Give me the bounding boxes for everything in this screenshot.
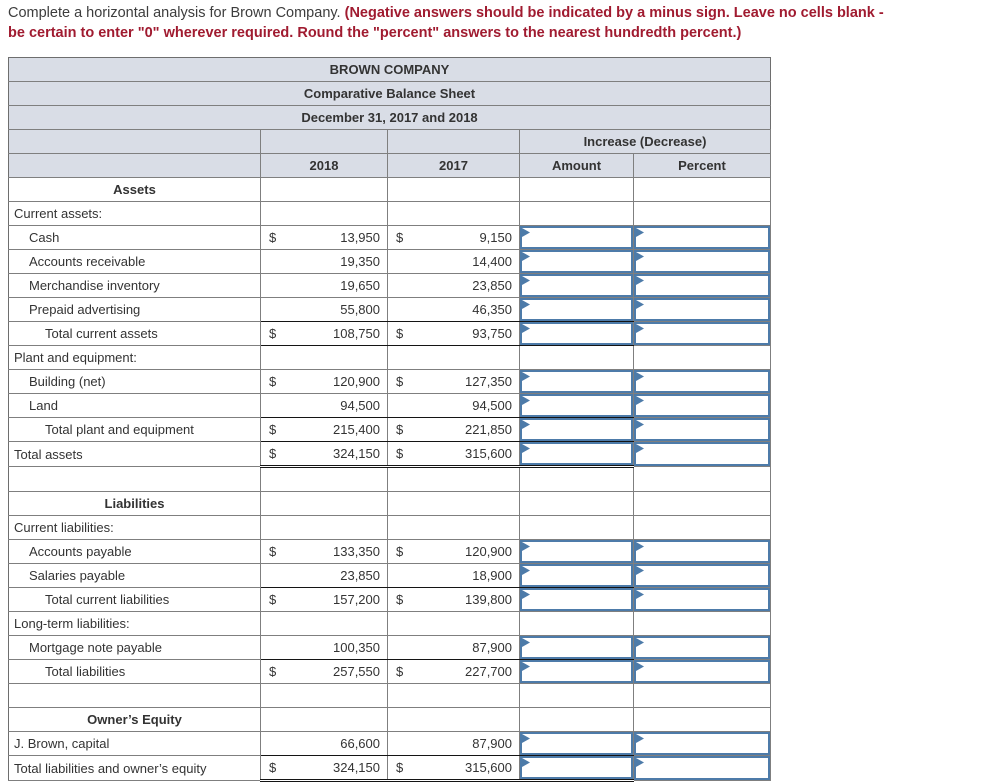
- percent-input-merchandise-inventory[interactable]: [634, 274, 770, 297]
- row-label-salaries-payable: Salaries payable: [9, 564, 261, 588]
- cell-2018-current-liabilities: [261, 516, 388, 540]
- value-wrap: [388, 756, 519, 779]
- value-2018: 157,200: [333, 592, 380, 607]
- percent-input-total-liabilities[interactable]: [634, 660, 770, 683]
- value-wrap: [261, 370, 387, 393]
- cell-2018-total-liabilities: [261, 660, 388, 684]
- amount-cell-total-current-liabilities: [520, 588, 634, 612]
- cell-2017-building-net: [388, 370, 520, 394]
- value-wrap: [261, 756, 387, 779]
- instructions-red-part-2: be certain to enter "0" wherever required. Round the "percent" answers to the nearest hundredth percent.): [8, 25, 742, 41]
- percent-input-salaries-payable[interactable]: [634, 564, 770, 587]
- dollar-sign: $: [396, 230, 404, 245]
- amount-input-prepaid-advertising[interactable]: [520, 298, 633, 321]
- cell-2018-land: [261, 394, 388, 418]
- row-label-total-current-assets: Total current assets: [9, 322, 261, 346]
- row-label-total-liabilities: Total liabilities: [9, 660, 261, 684]
- percent-cell-cash: [634, 226, 771, 250]
- percent-cell-assets: [634, 178, 771, 202]
- cell-2017-j-brown-capital: [388, 732, 520, 756]
- cell-2017-liabilities: [388, 492, 520, 516]
- row-label-total-assets: Total assets: [9, 442, 261, 467]
- value-wrap: [388, 540, 519, 563]
- percent-input-prepaid-advertising[interactable]: [634, 298, 770, 321]
- dollar-sign: $: [269, 544, 277, 559]
- dollar-sign: $: [269, 446, 277, 461]
- instructions: [0, 0, 996, 43]
- row-label-building-net: Building (net): [9, 370, 261, 394]
- amount-input-mortgage-note-payable[interactable]: [520, 636, 633, 659]
- value-wrap: [388, 442, 519, 465]
- header-spacer-2017: [388, 130, 520, 154]
- value-wrap: [388, 732, 519, 755]
- percent-cell-building-net: [634, 370, 771, 394]
- amount-input-merchandise-inventory[interactable]: [520, 274, 633, 297]
- value-wrap: [388, 394, 519, 417]
- cell-2018-total-assets: [261, 442, 388, 467]
- percent-input-cash[interactable]: [634, 226, 770, 249]
- percent-cell-prepaid-advertising: [634, 298, 771, 322]
- cell-2018-owner-s-equity: [261, 708, 388, 732]
- percent-input-land[interactable]: [634, 394, 770, 417]
- cell-2018-building-net: [261, 370, 388, 394]
- section-header-assets: Assets: [9, 178, 261, 202]
- value-wrap: [261, 540, 387, 563]
- amount-cell-accounts-payable: [520, 540, 634, 564]
- value-wrap: [261, 588, 387, 611]
- cell-2017-owner-s-equity: [388, 708, 520, 732]
- value-wrap: [388, 636, 519, 659]
- value-2017: 94,500: [472, 398, 512, 413]
- section-header-owner-s-equity: Owner’s Equity: [9, 708, 261, 732]
- value-wrap: [261, 394, 387, 417]
- cell-2018-plant-and-equipment: [261, 346, 388, 370]
- value-2017: 23,850: [472, 278, 512, 293]
- cell-2018-long-term-liabilities: [261, 612, 388, 636]
- value-2018: 120,900: [333, 374, 380, 389]
- percent-cell-current-liabilities: [634, 516, 771, 540]
- amount-cell-cash: [520, 226, 634, 250]
- percent-cell-mortgage-note-payable: [634, 636, 771, 660]
- value-2017: 14,400: [472, 254, 512, 269]
- value-2017: 127,350: [465, 374, 512, 389]
- value-2017: 120,900: [465, 544, 512, 559]
- cell-2017-long-term-liabilities: [388, 612, 520, 636]
- value-2018: 94,500: [340, 398, 380, 413]
- percent-input-j-brown-capital[interactable]: [634, 732, 770, 755]
- value-wrap: [261, 298, 387, 321]
- amount-cell-mortgage-note-payable: [520, 636, 634, 660]
- amount-input-accounts-receivable[interactable]: [520, 250, 633, 273]
- cell-2017-prepaid-advertising: [388, 298, 520, 322]
- cell-2017-merchandise-inventory: [388, 274, 520, 298]
- cell-2018-cash: [261, 226, 388, 250]
- percent-cell-land: [634, 394, 771, 418]
- row-label-land: Land: [9, 394, 261, 418]
- cell-2018-current-assets: [261, 202, 388, 226]
- cell-2017-plant-and-equipment: [388, 346, 520, 370]
- percent-cell-salaries-payable: [634, 564, 771, 588]
- percent-input-accounts-payable[interactable]: [634, 540, 770, 563]
- value-wrap: [388, 564, 519, 587]
- percent-cell-accounts-receivable: [634, 250, 771, 274]
- percent-cell-merchandise-inventory: [634, 274, 771, 298]
- row-label-mortgage-note-payable: Mortgage note payable: [9, 636, 261, 660]
- statement-dates: December 31, 2017 and 2018: [9, 106, 771, 130]
- amount-cell-current-liabilities: [520, 516, 634, 540]
- percent-cell-blank-row: [634, 467, 771, 492]
- dollar-sign: $: [269, 374, 277, 389]
- percent-input-total-current-assets[interactable]: [634, 322, 770, 345]
- amount-cell-total-liabilities-and-owner-s-equity: [520, 756, 634, 781]
- cell-2018-j-brown-capital: [261, 732, 388, 756]
- value-2017: 315,600: [465, 446, 512, 461]
- amount-input-cash[interactable]: [520, 226, 633, 249]
- cell-2018-total-plant-and-equipment: [261, 418, 388, 442]
- value-2017: 221,850: [465, 422, 512, 437]
- amount-cell-current-assets: [520, 202, 634, 226]
- row-label-current-assets: Current assets:: [9, 202, 261, 226]
- value-2018: 215,400: [333, 422, 380, 437]
- cell-2018-merchandise-inventory: [261, 274, 388, 298]
- cell-2018-liabilities: [261, 492, 388, 516]
- percent-input-total-liabilities-and-owner-s-equity[interactable]: [634, 756, 770, 780]
- percent-input-total-current-liabilities[interactable]: [634, 588, 770, 611]
- cell-2017-total-current-assets: [388, 322, 520, 346]
- value-wrap: [388, 322, 519, 345]
- cell-2018-mortgage-note-payable: [261, 636, 388, 660]
- cell-2018-total-liabilities-and-owner-s-equity: [261, 756, 388, 781]
- cell-2017-mortgage-note-payable: [388, 636, 520, 660]
- value-wrap: [388, 418, 519, 441]
- row-label-accounts-receivable: Accounts receivable: [9, 250, 261, 274]
- row-label-blank-row: [9, 684, 261, 708]
- amount-input-total-liabilities[interactable]: [520, 660, 633, 683]
- percent-cell-total-liabilities: [634, 660, 771, 684]
- value-wrap: [261, 564, 387, 587]
- cell-2017-current-assets: [388, 202, 520, 226]
- amount-cell-plant-and-equipment: [520, 346, 634, 370]
- row-label-cash: Cash: [9, 226, 261, 250]
- dollar-sign: $: [269, 230, 277, 245]
- value-wrap: [261, 250, 387, 273]
- percent-cell-total-liabilities-and-owner-s-equity: [634, 756, 771, 781]
- value-2018: 66,600: [340, 736, 380, 751]
- col-header-amount: Amount: [520, 154, 634, 178]
- col-header-2017: 2017: [388, 154, 520, 178]
- section-header-liabilities: Liabilities: [9, 492, 261, 516]
- percent-cell-plant-and-equipment: [634, 346, 771, 370]
- percent-input-building-net[interactable]: [634, 370, 770, 393]
- value-2018: 19,350: [340, 254, 380, 269]
- cell-2018-accounts-receivable: [261, 250, 388, 274]
- amount-input-salaries-payable[interactable]: [520, 564, 633, 587]
- company-name: BROWN COMPANY: [9, 58, 771, 82]
- dollar-sign: $: [396, 544, 404, 559]
- row-label-merchandise-inventory: Merchandise inventory: [9, 274, 261, 298]
- cell-2018-total-current-assets: [261, 322, 388, 346]
- value-wrap: [261, 322, 387, 345]
- value-2018: 257,550: [333, 664, 380, 679]
- percent-cell-long-term-liabilities: [634, 612, 771, 636]
- value-2018: 19,650: [340, 278, 380, 293]
- percent-input-total-plant-and-equipment[interactable]: [634, 418, 770, 441]
- value-wrap: [261, 442, 387, 465]
- value-2017: 87,900: [472, 736, 512, 751]
- cell-2017-assets: [388, 178, 520, 202]
- cell-2018-accounts-payable: [261, 540, 388, 564]
- percent-cell-blank-row: [634, 684, 771, 708]
- value-wrap: [388, 298, 519, 321]
- cell-2017-total-current-liabilities: [388, 588, 520, 612]
- cell-2017-total-plant-and-equipment: [388, 418, 520, 442]
- amount-cell-total-assets: [520, 442, 634, 467]
- value-2017: 315,600: [465, 760, 512, 775]
- row-label-total-current-liabilities: Total current liabilities: [9, 588, 261, 612]
- cell-2017-accounts-receivable: [388, 250, 520, 274]
- amount-input-building-net[interactable]: [520, 370, 633, 393]
- row-label-long-term-liabilities: Long-term liabilities:: [9, 612, 261, 636]
- cell-2017-cash: [388, 226, 520, 250]
- value-wrap: [261, 226, 387, 249]
- amount-input-total-current-liabilities[interactable]: [520, 588, 633, 611]
- value-wrap: [261, 636, 387, 659]
- cell-2017-total-assets: [388, 442, 520, 467]
- amount-input-total-current-assets[interactable]: [520, 322, 633, 345]
- dollar-sign: $: [396, 760, 404, 775]
- cell-2017-total-liabilities: [388, 660, 520, 684]
- amount-cell-land: [520, 394, 634, 418]
- row-label-plant-and-equipment: Plant and equipment:: [9, 346, 261, 370]
- amount-input-accounts-payable[interactable]: [520, 540, 633, 563]
- dollar-sign: $: [269, 422, 277, 437]
- cell-2017-total-liabilities-and-owner-s-equity: [388, 756, 520, 781]
- value-2017: 227,700: [465, 664, 512, 679]
- percent-cell-j-brown-capital: [634, 732, 771, 756]
- value-wrap: [388, 274, 519, 297]
- amount-input-land[interactable]: [520, 394, 633, 417]
- header-spacer-rowlabels: [9, 154, 261, 178]
- value-2017: 87,900: [472, 640, 512, 655]
- cell-2018-salaries-payable: [261, 564, 388, 588]
- dollar-sign: $: [396, 664, 404, 679]
- amount-cell-total-liabilities: [520, 660, 634, 684]
- cell-2017-current-liabilities: [388, 516, 520, 540]
- value-wrap: [261, 274, 387, 297]
- percent-cell-total-current-liabilities: [634, 588, 771, 612]
- row-label-blank-row: [9, 467, 261, 492]
- amount-cell-prepaid-advertising: [520, 298, 634, 322]
- dollar-sign: $: [269, 760, 277, 775]
- percent-input-mortgage-note-payable[interactable]: [634, 636, 770, 659]
- percent-cell-owner-s-equity: [634, 708, 771, 732]
- amount-cell-assets: [520, 178, 634, 202]
- value-2017: 46,350: [472, 302, 512, 317]
- cell-2018-assets: [261, 178, 388, 202]
- dollar-sign: $: [396, 592, 404, 607]
- balance-sheet-table: [8, 57, 771, 782]
- amount-input-total-liabilities-and-owner-s-equity[interactable]: [520, 756, 633, 779]
- value-2017: 18,900: [472, 568, 512, 583]
- value-2018: 108,750: [333, 326, 380, 341]
- cell-2017-salaries-payable: [388, 564, 520, 588]
- value-wrap: [261, 418, 387, 441]
- dollar-sign: $: [269, 592, 277, 607]
- dollar-sign: $: [396, 326, 404, 341]
- row-label-j-brown-capital: J. Brown, capital: [9, 732, 261, 756]
- col-header-percent: Percent: [634, 154, 771, 178]
- percent-cell-total-assets: [634, 442, 771, 467]
- amount-cell-long-term-liabilities: [520, 612, 634, 636]
- cell-2018-blank-row: [261, 684, 388, 708]
- amount-cell-building-net: [520, 370, 634, 394]
- cell-2017-accounts-payable: [388, 540, 520, 564]
- value-wrap: [388, 370, 519, 393]
- dollar-sign: $: [396, 446, 404, 461]
- amount-input-j-brown-capital[interactable]: [520, 732, 633, 755]
- instructions-red-part-1: (Negative answers should be indicated by a minus sign. Leave no cells blank -: [344, 5, 884, 21]
- increase-decrease-header: Increase (Decrease): [520, 130, 771, 154]
- percent-cell-total-plant-and-equipment: [634, 418, 771, 442]
- value-2018: 133,350: [333, 544, 380, 559]
- amount-cell-blank-row: [520, 467, 634, 492]
- row-label-current-liabilities: Current liabilities:: [9, 516, 261, 540]
- cell-2017-land: [388, 394, 520, 418]
- value-2017: 93,750: [472, 326, 512, 341]
- value-2018: 324,150: [333, 760, 380, 775]
- row-label-total-liabilities-and-owner-s-equity: Total liabilities and owner’s equity: [9, 756, 261, 781]
- instructions-line-1: [8, 3, 996, 23]
- value-2018: 55,800: [340, 302, 380, 317]
- instructions-line-2: [8, 23, 996, 43]
- amount-cell-liabilities: [520, 492, 634, 516]
- amount-cell-salaries-payable: [520, 564, 634, 588]
- cell-2018-blank-row: [261, 467, 388, 492]
- amount-cell-blank-row: [520, 684, 634, 708]
- value-wrap: [388, 250, 519, 273]
- dollar-sign: $: [269, 664, 277, 679]
- instructions-intro: Complete a horizontal analysis for Brown Company.: [8, 5, 345, 21]
- row-label-prepaid-advertising: Prepaid advertising: [9, 298, 261, 322]
- cell-2018-total-current-liabilities: [261, 588, 388, 612]
- percent-cell-liabilities: [634, 492, 771, 516]
- amount-cell-j-brown-capital: [520, 732, 634, 756]
- cell-2018-prepaid-advertising: [261, 298, 388, 322]
- value-wrap: [388, 226, 519, 249]
- cell-2017-blank-row: [388, 684, 520, 708]
- amount-input-total-plant-and-equipment[interactable]: [520, 418, 633, 441]
- cell-2017-blank-row: [388, 467, 520, 492]
- percent-input-total-assets[interactable]: [634, 442, 770, 466]
- statement-title: Comparative Balance Sheet: [9, 82, 771, 106]
- amount-cell-total-current-assets: [520, 322, 634, 346]
- percent-input-accounts-receivable[interactable]: [634, 250, 770, 273]
- value-2017: 139,800: [465, 592, 512, 607]
- dollar-sign: $: [396, 374, 404, 389]
- amount-cell-owner-s-equity: [520, 708, 634, 732]
- value-wrap: [388, 588, 519, 611]
- value-2018: 100,350: [333, 640, 380, 655]
- row-label-accounts-payable: Accounts payable: [9, 540, 261, 564]
- row-label-total-plant-and-equipment: Total plant and equipment: [9, 418, 261, 442]
- value-2018: 23,850: [340, 568, 380, 583]
- amount-cell-merchandise-inventory: [520, 274, 634, 298]
- amount-cell-total-plant-and-equipment: [520, 418, 634, 442]
- value-2018: 324,150: [333, 446, 380, 461]
- amount-input-total-assets[interactable]: [520, 442, 633, 465]
- header-spacer-2018: [261, 130, 388, 154]
- value-wrap: [261, 732, 387, 755]
- percent-cell-total-current-assets: [634, 322, 771, 346]
- dollar-sign: $: [396, 422, 404, 437]
- value-wrap: [261, 660, 387, 683]
- percent-cell-accounts-payable: [634, 540, 771, 564]
- col-header-2018: 2018: [261, 154, 388, 178]
- value-2017: 9,150: [479, 230, 512, 245]
- value-wrap: [388, 660, 519, 683]
- dollar-sign: $: [269, 326, 277, 341]
- header-spacer-label: [9, 130, 261, 154]
- percent-cell-current-assets: [634, 202, 771, 226]
- value-2018: 13,950: [340, 230, 380, 245]
- amount-cell-accounts-receivable: [520, 250, 634, 274]
